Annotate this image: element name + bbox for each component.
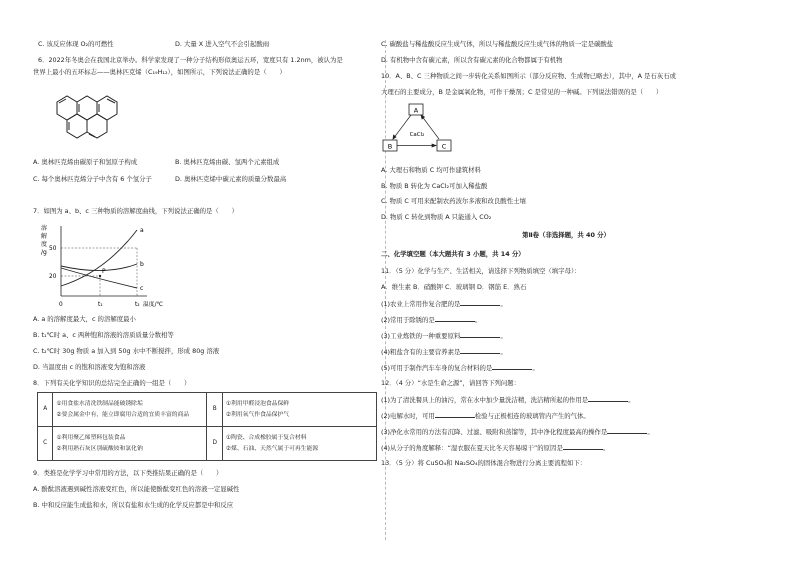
intersection-label-p: P <box>102 268 106 275</box>
olympicene-structure-diagram <box>45 82 137 144</box>
y-axis-label-3: 度 <box>41 241 48 248</box>
q10-option-c: C. 物质 C 可用来配制农药波尔多液和改良酸性土壤 <box>381 197 526 205</box>
box-b-label: B <box>387 142 393 151</box>
curve-label-c: c <box>140 285 144 292</box>
q7-option-d: D. 当温度由 c 的饱和溶液变为饱和溶液 <box>33 363 146 371</box>
q10-option-a: A. 大理石和物质 C 均可作建筑材料 <box>381 166 481 174</box>
q8-stem: 8．下列有关化学知识的总结完全正确的一组是（ ） <box>33 379 191 387</box>
q12-part-2: (2)电解水时，可用 检验与正极相连的玻璃管内产生的气体。 <box>381 412 590 420</box>
q6-option-b: B. 奥林匹克烯由碳、氢两个元素组成 <box>175 158 280 166</box>
x-tick-t1: t₁ <box>98 302 103 308</box>
answer-blank[interactable] <box>492 364 532 370</box>
answer-blank[interactable] <box>460 332 500 338</box>
section-2-heading: 二、化学填空题（本大题共有 3 小题，共 14 分） <box>381 250 525 258</box>
arrow-label: CaCl₂ <box>409 132 425 138</box>
q10-option-b: B. 物质 B 转化为 CaCl₂可加入稀盐酸 <box>381 182 488 190</box>
y-tick-50: 50 <box>49 246 57 252</box>
answer-blank[interactable] <box>460 348 500 354</box>
table-d-item-1: ①陶瓷、合成橡胶属于复合材料 <box>225 434 307 441</box>
abc-conversion-diagram <box>381 100 471 156</box>
answer-blank[interactable] <box>588 396 628 402</box>
table-cell-label-c: C <box>38 427 53 461</box>
q7-option-c: C. t₂℃时 30g 物质 a 加入到 50g 水中不断搅拌，形成 80g 溶液 <box>33 347 220 355</box>
y-axis-label-4: /g <box>41 249 47 256</box>
box-a-label: A <box>413 106 419 115</box>
q13-stem: 13．（5 分）将 CuSO₄和 Na₂SO₄的固体混合物进行分离主要流程如下： <box>381 459 587 467</box>
q12-part-4: (4)从分子的角度解释：“湿衣服在夏天比冬天容易晾干”的原因是 。 <box>381 444 610 452</box>
curve-label-b: b <box>140 261 144 268</box>
q6-option-d: D. 奥林匹克烯中碳元素的质量分数最高 <box>175 175 287 183</box>
q12-part-3: (3)净化水常用的方法有沉降、过滤、吸附和蒸馏等，其中净化程度最高的操作是 。 <box>381 428 654 436</box>
q5-option-d: D. 大量 X 进入空气不会引起酸雨 <box>175 40 270 48</box>
q9-stem: 9．类推是化学学习中常用的方法，以下类推结果正确的是（ ） <box>33 469 223 477</box>
q8-options-table <box>37 392 377 461</box>
q10-stem-2: 大理石的主要成分，B 是金属氧化物，可作干燥剂；C 是常见的一种碱。下列说法错误的是（ ） <box>381 88 663 96</box>
q12-stem: 12．（4 分）“水是生命之源”，请回答下列问题： <box>381 379 521 387</box>
q6-stem-2: 世界上最小的五环标志——奥林匹克烯（C₁₉H₁₂），如图所示，下列说法正确的是（ ） <box>33 68 286 76</box>
q7-option-a: A. a 的溶解度最大，c 的溶解度最小 <box>33 315 136 323</box>
table-cell-label-b: B <box>207 393 222 427</box>
x-tick-t2: t₂ <box>135 302 140 308</box>
table-a-item-1: ①用食盐水清洗铁制品能破锈除垢 <box>56 400 143 407</box>
q9-option-d: D. 有机物中含有碳元素，所以含有碳元素的化合物都属于有机物 <box>381 56 563 64</box>
q9-option-a: A. 酚酞溶液遇到碱性溶液变红色，所以能使酚酞变红色的溶液一定显碱性 <box>33 485 240 493</box>
q6-option-a: A. 奥林匹克烯由碳原子和氢原子构成 <box>33 158 138 166</box>
q11-part-2: (2)常用于除锈的是 。 <box>381 316 482 324</box>
table-c-item-2: ②利用熟石灰区别硫酸铵和氯化钠 <box>56 445 143 452</box>
y-tick-20: 20 <box>49 274 57 280</box>
answer-blank[interactable] <box>460 300 500 306</box>
answer-blank[interactable] <box>563 444 603 450</box>
y-axis-label-2: 解 <box>41 233 48 240</box>
q9-option-b: B. 中和反应能生成盐和水，所以有盐和水生成的化学反应都是中和反应 <box>33 501 234 509</box>
table-c-item-1: ①利用聚乙烯塑料包装食品 <box>56 434 126 441</box>
q7-stem: 7．如图为 a、b、c 三种物质的溶解度曲线，下列说法正确的是（ ） <box>33 207 238 215</box>
table-a-item-2: ②要会属金中有，能立即腐用合适的宜质丰富的商品 <box>56 411 190 418</box>
answer-blank[interactable] <box>607 428 647 434</box>
curve-label-a: a <box>140 227 144 234</box>
table-b-item-1: ①利用甲醛浸泡食品保鲜 <box>225 400 290 407</box>
solubility-curve-graph <box>35 222 185 314</box>
q11-stem: 11．（5 分）化学与生产、生活相关，请选择下列物质填空（填字母）： <box>381 267 581 275</box>
q10-option-d: D. 物质 C 转化到物质 A 只能通入 CO₂ <box>381 213 492 221</box>
q11-part-4: (4)粗盐含有的主要营养素是 。 <box>381 348 507 356</box>
q11-part-3: (3)工业炼铁的一种重要原料 。 <box>381 332 507 340</box>
answer-blank[interactable] <box>435 412 475 418</box>
q7-option-b: B. t₁℃时 a、c 两种饱和溶液的溶质质量分数相等 <box>33 331 174 339</box>
q5-option-c: C. 该反应体现 O₂的可燃性 <box>38 40 114 48</box>
box-c-label: C <box>441 142 447 151</box>
x-tick-0: 0 <box>59 302 63 308</box>
q11-part-5: (5)可用于制作汽车车身的复合材料的是 。 <box>381 364 539 372</box>
q11-options: A．维生素 B．硝酸钾 C．玻璃钢 D．钢筋 E．熟石 <box>381 283 527 291</box>
table-d-item-2: ②煤、石油、天然气属于可再生能源 <box>225 445 319 452</box>
table-b-item-2: ②利用氧气作食品保护气 <box>225 411 290 418</box>
answer-blank[interactable] <box>435 316 475 322</box>
q12-part-1: (1)为了清洗餐具上的油污，常在水中加少量洗洁精，洗洁精所起的作用是 。 <box>381 396 635 404</box>
x-axis-unit: 温度/℃ <box>143 302 164 308</box>
table-cell-label-d: D <box>207 427 222 461</box>
q10-stem-1: 10．A、B、C 三种物质之间一步转化关系如图所示（部分反应物、生成物已略去），其中，A 是石灰石或 <box>381 72 676 80</box>
y-axis-label-1: 溶 <box>41 225 48 232</box>
q6-stem-1: 6．2022年冬奥会在我国北京举办。科学家发现了一种分子结构形似奥运五环，宽度只有 1.2nm，被认为是 <box>38 56 343 64</box>
table-cell-label-a: A <box>38 393 53 427</box>
part-2-heading: 第Ⅱ卷（非选择题，共 40 分） <box>522 231 610 239</box>
q11-part-1: (1)农业上常用作复合肥的是 。 <box>381 300 507 308</box>
q9-option-c: C. 碳酸盐与稀盐酸反应生成气体，所以与稀盐酸反应生成气体的物质一定是碳酸盐 <box>381 40 614 48</box>
q6-option-c: C. 每个奥林匹克烯分子中含有 6 个氢分子 <box>33 175 152 183</box>
